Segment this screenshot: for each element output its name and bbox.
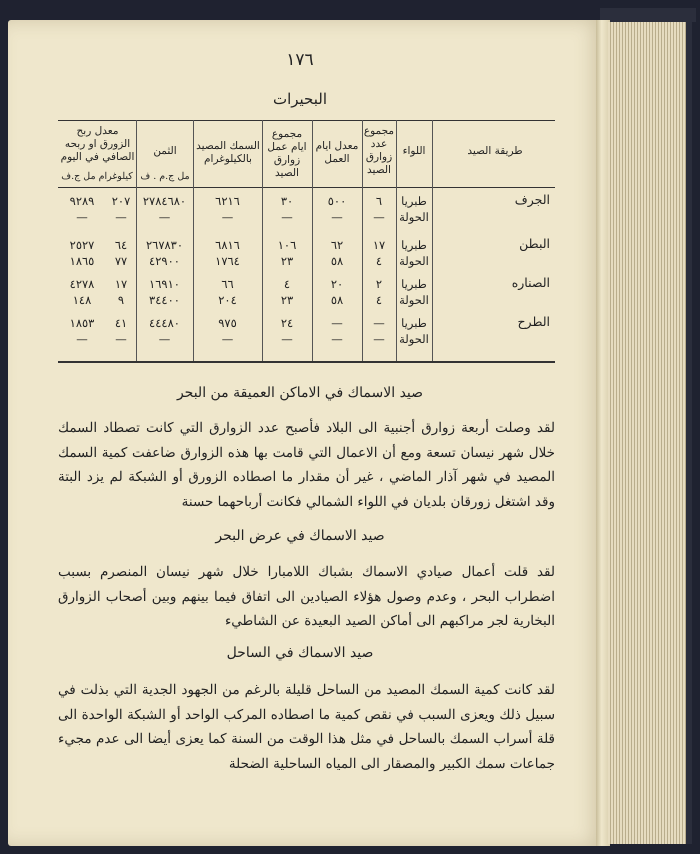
cell-district: الحولة xyxy=(399,332,429,346)
cell-profit-price: ١٤٨ xyxy=(72,293,92,307)
cell-boats: — xyxy=(373,316,385,330)
header-price: الثمن xyxy=(153,145,177,157)
cell-profit-price: ٤٢٧٨ xyxy=(69,277,95,291)
cell-profit-kg: ٩ xyxy=(117,293,125,307)
cell-boats: — xyxy=(373,332,385,346)
section-heading: صيد الاسماك في الاماكن العميقة من البحر xyxy=(176,385,424,401)
header-price-unit: مل ج.م . ف xyxy=(140,171,190,182)
cell-profit-kg: ٧٧ xyxy=(114,254,128,268)
cell-district: طبريا xyxy=(401,194,427,208)
cell-profit-price: ٢٥٢٧ xyxy=(69,238,95,252)
cell-boats: ٤ xyxy=(375,293,383,307)
cell-price: ٢٦٧٨٣٠ xyxy=(145,238,184,252)
cell-profit-price: ٩٢٨٩ xyxy=(69,194,95,208)
cell-price: ٤٢٩٠٠ xyxy=(149,254,180,268)
cell-boats: ٤ xyxy=(375,254,383,268)
section-paragraph: لقد كانت كمية السمك المصيد من الساحل قليلة بالرغم من الجهود الجدية التي بذلت في سبيل ذلك ويعزى السبب في نقص كمية ما اصطاده المركب الواحد أو الشبكة الواحدة الى قلة أسراب السمك بالساحل في مثل هذا الوقت من السنة كما يعزى أيضا الى عدم مجيء جماعات سمك الكبير والمصقار الى المياه الساحلية الضحلة xyxy=(58,682,555,772)
cell-boats: ٢ xyxy=(375,277,383,291)
cell-boat-days: ١٠٦ xyxy=(277,238,297,252)
header-work-days-rate: معدل ايام العمل xyxy=(315,140,359,165)
cell-district: الحولة xyxy=(399,293,429,307)
cell-catch: ١٧٦٤ xyxy=(215,254,240,268)
cell-boat-days: — xyxy=(281,210,293,224)
cell-work-days: ٥٠٠ xyxy=(327,194,347,208)
cell-catch: ٦٦ xyxy=(221,277,234,291)
cell-district: طبريا xyxy=(401,277,427,291)
cell-profit-kg: — xyxy=(115,332,127,346)
cell-boat-days: ٣٠ xyxy=(280,194,294,208)
header-method: طريقة الصيد xyxy=(467,145,523,157)
cell-profit-kg: ٢٠٧ xyxy=(111,194,131,208)
row-method: البطن xyxy=(519,236,550,251)
header-profit: معدل ربح الزورق او ربحه الصافي في اليوم xyxy=(60,125,135,163)
cell-boats: ٦ xyxy=(375,194,383,208)
cell-price: ٤٤٤٨٠ xyxy=(149,316,180,330)
cell-work-days: — xyxy=(331,210,343,224)
cell-district: طبريا xyxy=(401,316,427,330)
section-paragraph: لقد وصلت أربعة زوارق أجنبية الى البلاد فأصبح عدد الزوارق التي كانت تصطاد السمك خلال شهر نيسان تسعة ومع أن الاعمال التي قامت بها هذه الزوارق ضاعفت كمية السمك المصيد في شهر آذار الماضي ، غير أن مقدار ما اصطاده الزورق أو الشبكة لم يزد البتة وقد اشتغل زورقان بلديان في اللواء الشمالي فكانت أرباحهما حسنة xyxy=(58,420,555,510)
cell-catch: ٩٧٥ xyxy=(218,316,237,330)
section-paragraph: لقد قلت أعمال صيادي الاسماك بشباك اللامبارا خلال شهر نيسان المنصرم بسبب اضطراب البحر ، وعدم وصول هؤلاء الصيادين الى اتفاق فيما بينهم وبين أصحاب الزوارق البخارية لجر مراكبهم الى أماكن الصيد البعيدة عن الشاطيء xyxy=(58,564,555,629)
cell-catch: — xyxy=(221,210,234,224)
page-edges xyxy=(608,22,692,844)
header-boats: مجموع عدد زوارق الصيد xyxy=(363,125,394,176)
table-column-divider xyxy=(432,120,433,361)
cell-profit-price: ١٨٥٣ xyxy=(69,316,95,330)
cell-catch: ٦٢١٦ xyxy=(215,194,240,208)
cell-district: طبريا xyxy=(401,238,427,252)
page-number: ١٧٦ xyxy=(286,50,314,70)
table-header-rule xyxy=(58,187,555,188)
cell-boat-days: ٢٤ xyxy=(280,316,294,330)
cell-profit-kg: — xyxy=(115,210,127,224)
table-title: البحيرات xyxy=(272,90,328,108)
cell-boat-days: — xyxy=(281,332,293,346)
cell-work-days: — xyxy=(331,332,343,346)
cell-price: ٢٧٨٤٦٨٠ xyxy=(142,194,187,208)
cell-catch: — xyxy=(221,332,234,346)
cell-profit-price: — xyxy=(76,332,88,346)
book-cover-edge xyxy=(600,8,696,22)
cell-boat-days: ٢٣ xyxy=(280,293,294,307)
cell-work-days: ٢٠ xyxy=(330,277,344,291)
cell-profit-kg: ٤١ xyxy=(114,316,128,330)
cell-catch: ٦٨١٦ xyxy=(215,238,240,252)
cell-price: — xyxy=(158,332,171,346)
row-method: الطرح xyxy=(517,314,550,329)
cell-district: الحولة xyxy=(399,210,429,224)
cell-boats: — xyxy=(373,210,385,224)
cell-work-days: ٥٨ xyxy=(330,254,344,268)
section-heading: صيد الاسماك في عرض البحر xyxy=(215,528,385,544)
cell-district: الحولة xyxy=(399,254,429,268)
cell-profit-price: — xyxy=(76,210,88,224)
cell-profit-kg: ٦٤ xyxy=(114,238,128,252)
cell-boat-days: ٢٣ xyxy=(280,254,294,268)
cell-boat-days: ٤ xyxy=(283,277,291,291)
cell-price: ١٦٩١٠ xyxy=(149,277,180,291)
cell-boats: ١٧ xyxy=(372,238,386,252)
cell-profit-price: ١٨٦٥ xyxy=(69,254,95,268)
section-heading: صيد الاسماك في الساحل xyxy=(226,645,374,661)
cell-catch: ٢٠٤ xyxy=(218,293,237,307)
cell-price: — xyxy=(158,210,171,224)
row-method: الصناره xyxy=(511,275,550,290)
header-profit-unit: كيلوغرام مل ج.ف xyxy=(61,171,133,182)
header-district: اللواء xyxy=(402,145,426,157)
row-method: الجرف xyxy=(514,192,550,207)
cell-work-days: ٦٢ xyxy=(330,238,344,252)
header-catch-kg: السمك المصيد بالكيلوغرام xyxy=(196,140,260,165)
table-top-rule xyxy=(58,120,555,121)
cell-price: ٣٤٤٠٠ xyxy=(149,293,180,307)
header-boat-days: مجموع ايام عمل زوارق الصيد xyxy=(267,128,307,179)
table-bottom-rule xyxy=(58,361,555,363)
cell-work-days: — xyxy=(331,316,343,330)
cell-profit-kg: ١٧ xyxy=(114,277,128,291)
cell-work-days: ٥٨ xyxy=(330,293,344,307)
